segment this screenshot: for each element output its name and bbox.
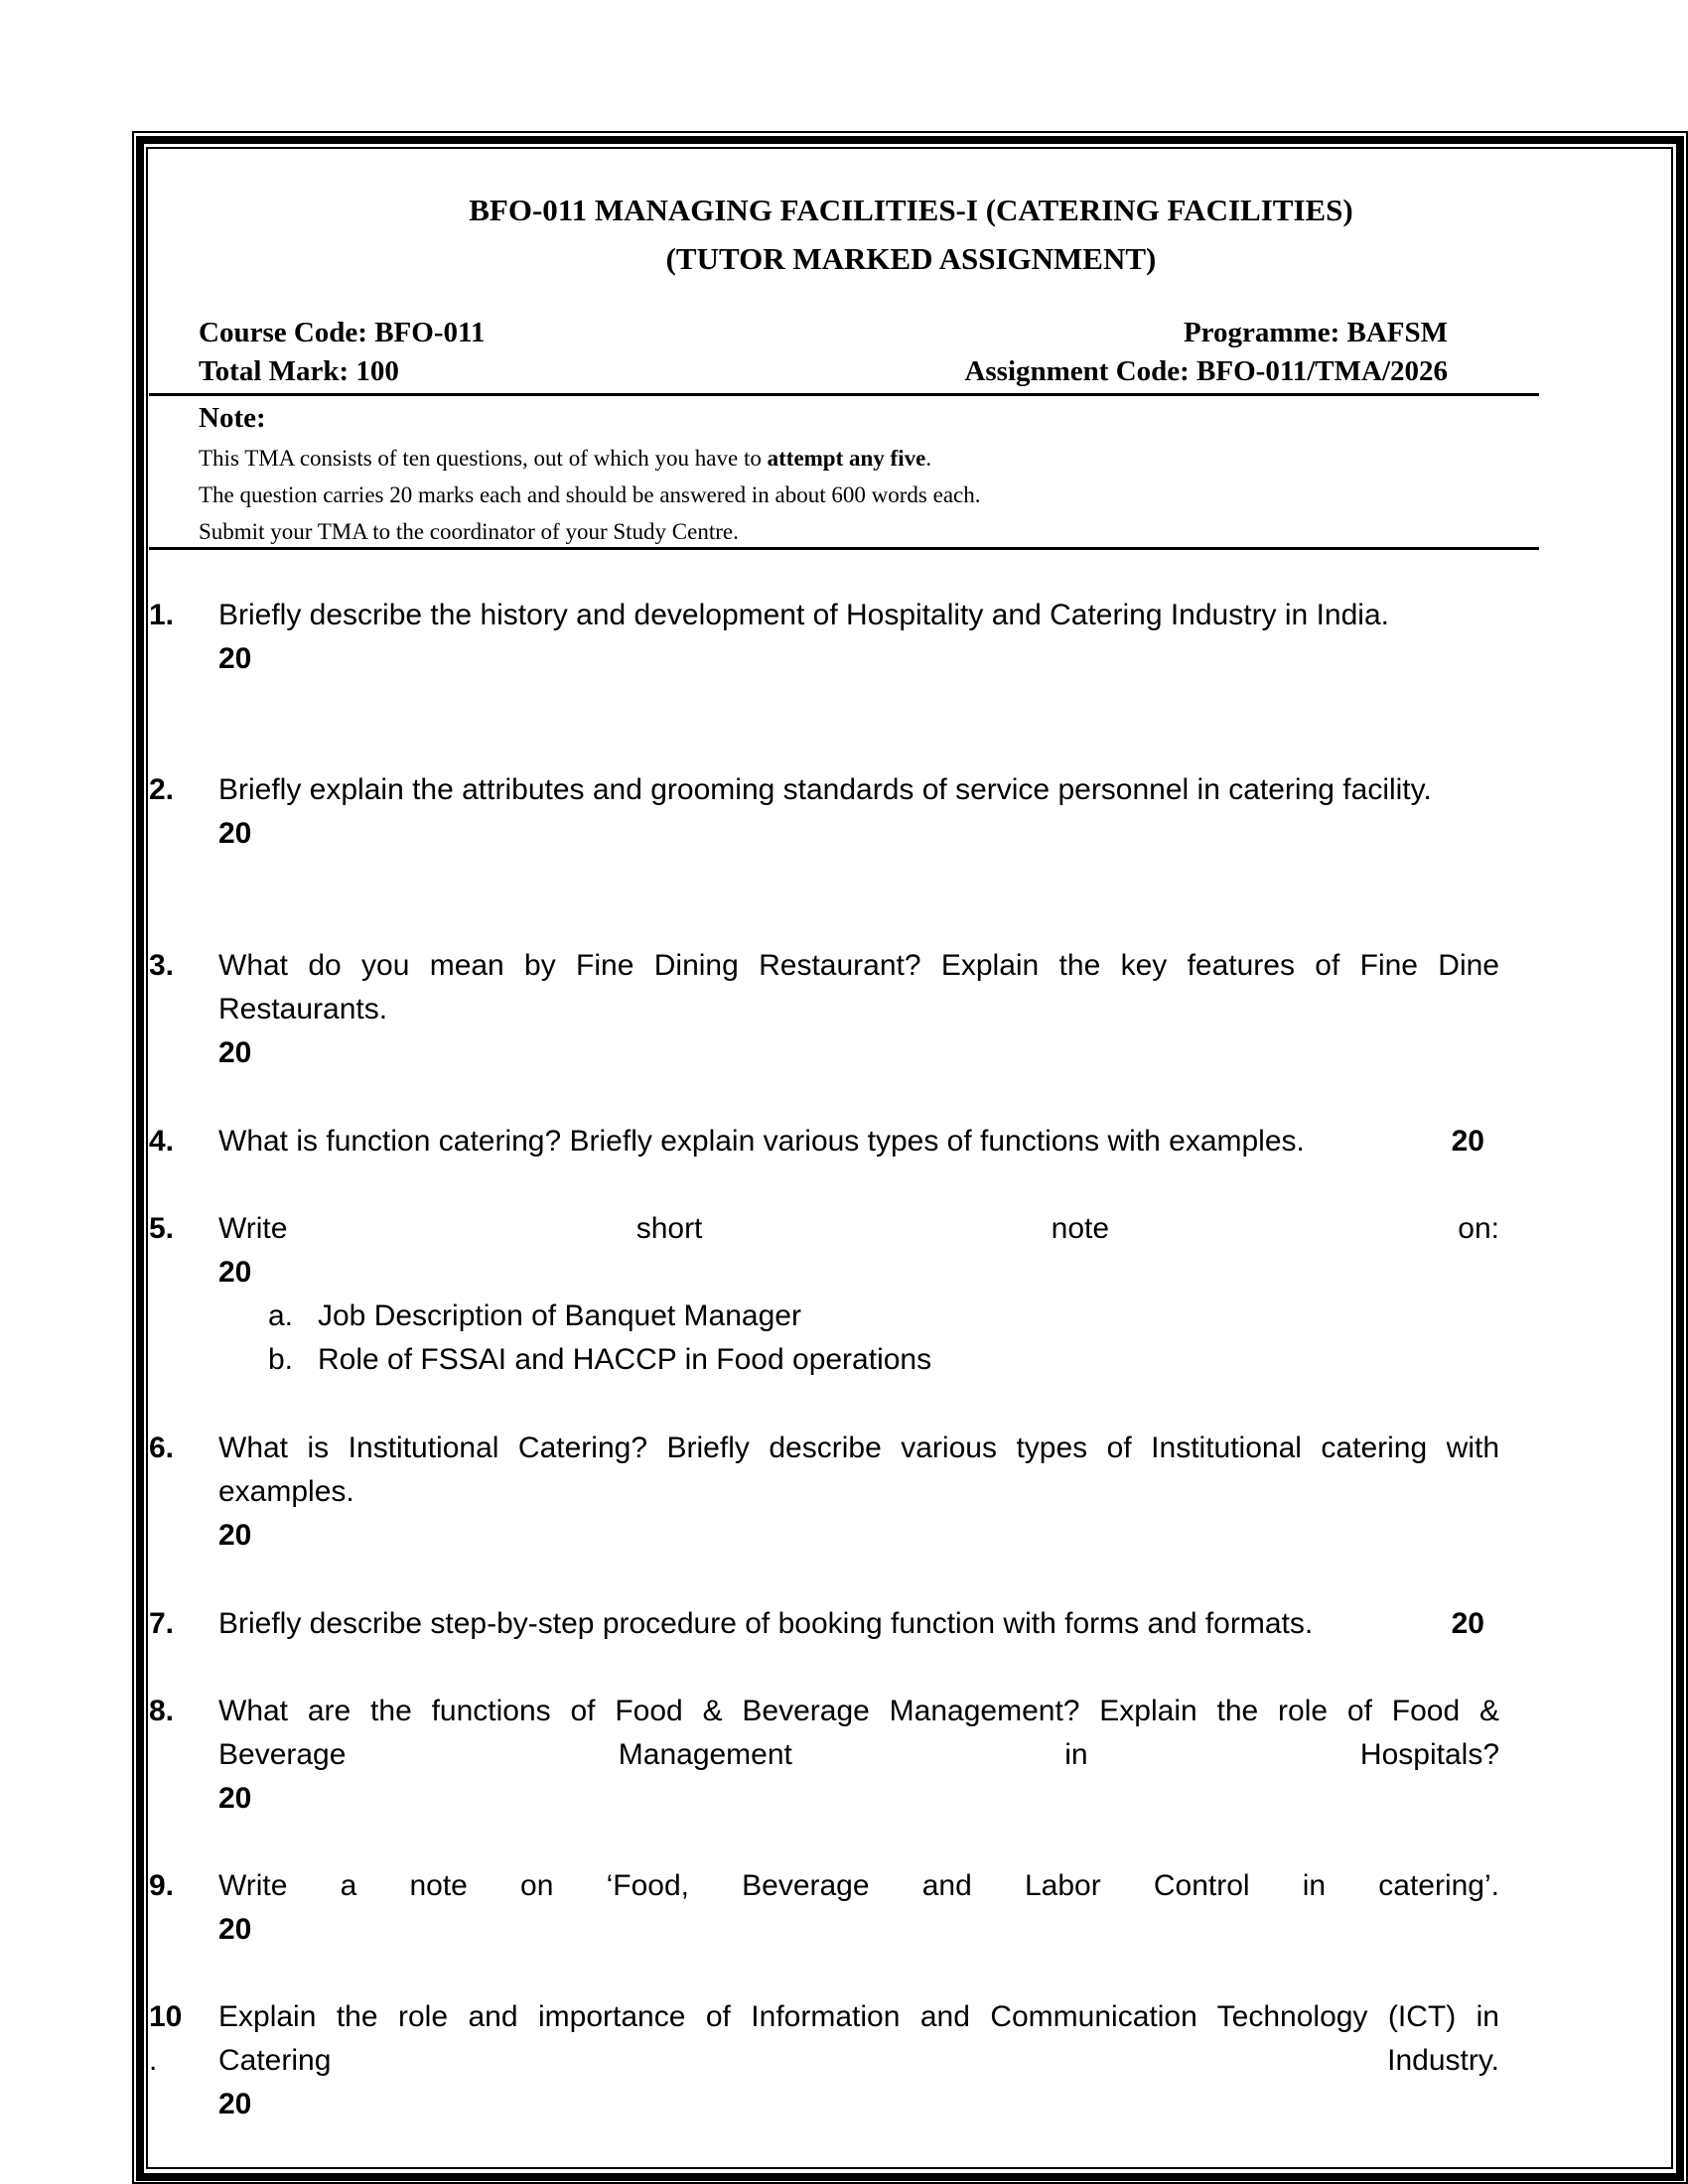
question-number: 1. [149, 599, 175, 631]
assignment-code: Assignment Code: BFO-011/TMA/2026 [964, 355, 1448, 387]
sub-item-a [268, 1295, 1499, 1338]
question-text: Write a note on ‘Food, Beverage and Labor Control in catering’. [218, 1869, 1499, 1902]
question-text-line-2: Catering Industry. [218, 2044, 1499, 2077]
sub-item-text: Job Description of Banquet Manager [318, 1299, 801, 1332]
question-text: Write short note on: [218, 1212, 1499, 1245]
note-line-2: The question carries 20 marks each and should be answered in about 600 words each. [199, 482, 981, 507]
question-number: 9. [149, 1869, 175, 1902]
total-mark: Total Mark: 100 [199, 355, 399, 387]
question-1 [149, 594, 1499, 681]
note-line-1 [199, 445, 931, 473]
question-4 [149, 1120, 1499, 1163]
question-number-line-1: 10 [149, 2000, 183, 2033]
note-line-1-end: . [925, 446, 932, 471]
question-number: 6. [149, 1432, 175, 1464]
question-marks: 20 [218, 1036, 252, 1069]
note-line-3: Submit your TMA to the coordinator of your Study Centre. [199, 519, 739, 544]
question-text: Briefly explain the attributes and grooming standards of service personnel in catering facility. [218, 773, 1432, 806]
question-marks: 20 [218, 1782, 252, 1815]
question-text: Briefly describe step-by-step procedure of booking function with forms and formats. [218, 1607, 1314, 1640]
question-number: 5. [149, 1212, 175, 1245]
note-divider [149, 547, 1539, 550]
question-marks: 20 [1451, 1125, 1484, 1158]
question-marks: 20 [218, 1519, 252, 1552]
note-line-1-text: This TMA consists of ten questions, out of which you have to [199, 446, 768, 471]
question-text: What is function catering? Briefly explain various types of functions with examples. [218, 1125, 1305, 1158]
question-3 [149, 944, 1499, 1075]
question-2 [149, 768, 1499, 856]
question-5 [149, 1207, 1499, 1382]
question-text: What do you mean by Fine Dining Restaurant? Explain the key features of Fine Dine Restaurants. [218, 949, 1499, 1025]
sub-item-marker: a. [268, 1299, 294, 1332]
sub-item-marker: b. [268, 1343, 294, 1376]
document-title: BFO-011 MANAGING FACILITIES-I (CATERING FACILITIES) [469, 193, 1353, 227]
question-text-line-1: Explain the role and importance of Information and Communication Technology (ICT) in [218, 2000, 1499, 2033]
question-6 [149, 1427, 1499, 1558]
question-number-line-2: . [149, 2044, 158, 2077]
question-9 [149, 1864, 1499, 1952]
question-number [149, 1995, 209, 2083]
course-code: Course Code: BFO-011 [199, 317, 486, 348]
question-text-line-2: Beverage Management in Hospitals? [218, 1738, 1499, 1771]
header-divider [149, 393, 1539, 396]
programme: Programme: BAFSM [1183, 317, 1448, 348]
question-number: 8. [149, 1695, 175, 1727]
question-number: 4. [149, 1125, 175, 1158]
question-number: 2. [149, 773, 175, 806]
question-text-line-1: What are the functions of Food & Beverage Management? Explain the role of Food & [218, 1695, 1499, 1727]
question-number: 7. [149, 1607, 175, 1640]
question-number: 3. [149, 949, 175, 982]
note-heading: Note: [199, 402, 266, 434]
question-7 [149, 1602, 1499, 1646]
question-marks: 20 [218, 817, 252, 850]
question-text: Briefly describe the history and development of Hospitality and Catering Industry in India. [218, 599, 1389, 631]
note-line-1-emphasis: attempt any five [767, 446, 926, 471]
sub-item-text: Role of FSSAI and HACCP in Food operations [318, 1343, 932, 1376]
question-marks: 20 [218, 1913, 252, 1946]
question-marks: 20 [218, 2088, 252, 2120]
document-subtitle: (TUTOR MARKED ASSIGNMENT) [665, 241, 1157, 276]
question-10 [149, 1995, 1499, 2126]
question-text: What is Institutional Catering? Briefly describe various types of Institutional catering with examples. [218, 1432, 1499, 1508]
question-marks: 20 [1451, 1607, 1484, 1640]
question-marks: 20 [218, 642, 252, 675]
question-marks: 20 [218, 1256, 252, 1289]
question-8 [149, 1690, 1499, 1821]
sub-item-b [268, 1338, 1499, 1382]
